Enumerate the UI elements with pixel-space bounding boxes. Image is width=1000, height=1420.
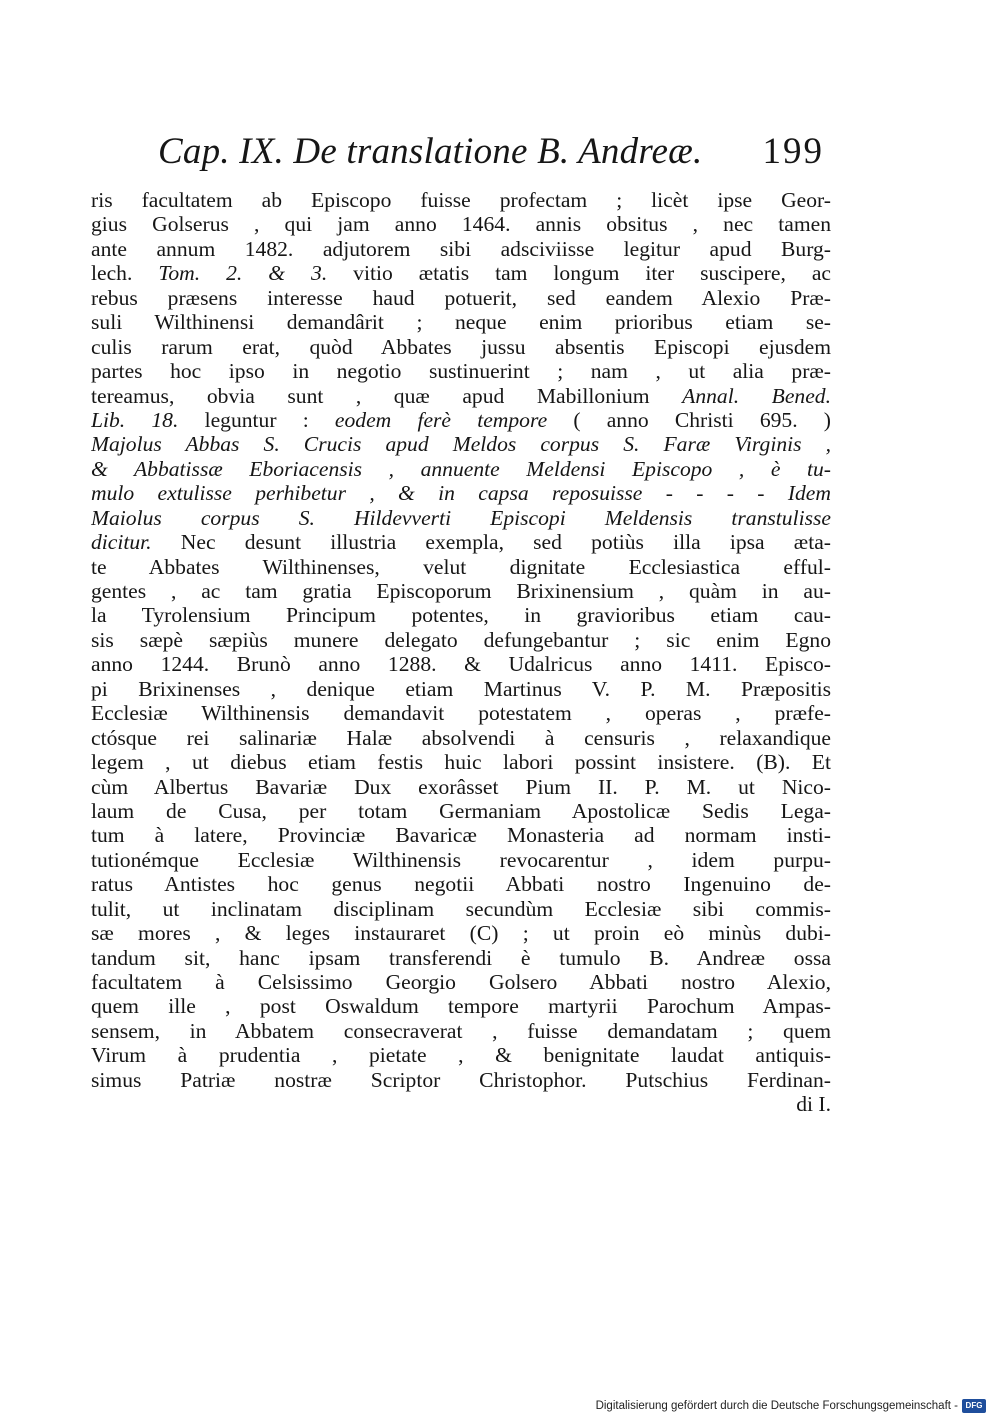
text-segment: Virum à prudentia , pietate , & benignitate laudat antiquis- — [91, 1043, 831, 1068]
text-line — [91, 408, 831, 432]
text-line — [91, 555, 831, 579]
text-segment: suli Wilthinensi demandârit ; neque enim prioribus etiam se- — [91, 310, 831, 335]
text-segment: legem , ut diebus etiam festis huic labori possint insistere. (B). Et — [91, 750, 831, 775]
text-segment: anno 1244. Brunò anno 1288. & Udalricus anno 1411. Episco- — [91, 652, 831, 677]
text-segment: sensem, in Abbatem consecraverat , fuisse demandatam ; quem — [91, 1018, 831, 1043]
text-line — [91, 872, 831, 896]
text-line — [91, 750, 831, 774]
text-segment: ratus Antistes hoc genus negotii Abbati nostro Ingenuino de- — [91, 872, 831, 897]
text-segment: laum de Cusa, per totam Germaniam Apostolicæ Sedis Lega- — [91, 798, 831, 823]
italic-segment: Tom. 2. & 3. — [158, 261, 328, 286]
italic-segment: eodem ferè tempore — [334, 407, 548, 432]
text-line — [91, 652, 831, 676]
text-segment: tutionémque Ecclesiæ Wilthinensis revocarentur , idem purpu- — [91, 847, 831, 872]
text-segment: ante annum 1482. adjutorem sibi adsciviisse legitur apud Burg- — [91, 236, 831, 261]
text-line — [91, 384, 831, 408]
text-line — [91, 1019, 831, 1043]
running-head — [158, 130, 824, 182]
digitization-credit — [596, 1396, 986, 1416]
page-number: 199 — [762, 131, 824, 172]
text-line — [91, 212, 831, 236]
text-line — [91, 310, 831, 334]
text-segment: partes hoc ipso in negotio sustinuerint ; nam , ut alia præ- — [91, 359, 831, 384]
text-line — [91, 530, 831, 554]
text-segment: vitio ætatis tam longum iter suscipere, ac — [327, 261, 831, 286]
text-segment: Nec desunt illustria exempla, sed potiùs illa ipsa æta- — [151, 530, 831, 555]
text-segment: ( anno Christi 695. ) — [547, 407, 831, 432]
text-segment: rebus præsens interesse haud potuerit, sed eandem Alexio Præ- — [91, 285, 831, 310]
text-segment: cùm Albertus Bavariæ Dux exorâsset Pium II. P. M. ut Nico- — [91, 774, 831, 799]
text-line — [91, 726, 831, 750]
text-line — [91, 481, 831, 505]
text-segment: leguntur : — [178, 407, 335, 432]
text-segment: ris facultatem ab Episcopo fuisse profectam ; licèt ipse Geor- — [91, 188, 831, 212]
text-line — [91, 701, 831, 725]
italic-segment: Lib. 18. — [91, 407, 179, 432]
text-segment: tandum sit, hanc ipsam transferendi è tumulo B. Andreæ ossa — [91, 945, 831, 970]
text-line — [91, 286, 831, 310]
italic-segment: Annal. Bened. — [682, 383, 831, 408]
text-segment: gius Golserus , qui jam anno 1464. annis obsitus , nec tamen — [91, 212, 831, 237]
text-line — [91, 335, 831, 359]
running-title: Cap. IX. De translatione B. Andreæ. — [158, 131, 703, 172]
italic-segment: dicitur. — [91, 530, 152, 555]
text-segment: tum à latere, Provinciæ Bavaricæ Monasteria ad normam insti- — [91, 823, 831, 848]
text-segment: facultatem à Celsissimo Georgio Golsero Abbati nostro Alexio, — [91, 970, 831, 994]
credit-text: Digitalisierung gefördert durch die Deutsche Forschungsgemeinschaft - — [595, 1400, 958, 1412]
text-line — [91, 579, 831, 603]
text-line — [91, 921, 831, 945]
text-segment: tulit, ut inclinatam disciplinam secundùm Ecclesiæ sibi commis- — [91, 896, 831, 921]
text-segment: simus Patriæ nostræ Scriptor Christophor. Putschius Ferdinan- — [91, 1067, 831, 1092]
text-line — [91, 261, 831, 285]
text-line — [91, 994, 831, 1018]
text-line — [91, 457, 831, 481]
text-segment: tereamus, obvia sunt , quæ apud Mabillonium — [91, 383, 683, 408]
text-line — [91, 237, 831, 261]
catchword: di I. — [796, 1092, 831, 1117]
text-line — [91, 359, 831, 383]
text-line — [91, 603, 831, 627]
text-segment: sæ mores , & leges instauraret (C) ; ut proin eò minùs dubi- — [91, 921, 831, 946]
text-segment: culis rarum erat, quòd Abbates jussu absentis Episcopi ejusdem — [91, 334, 831, 359]
text-line — [91, 432, 831, 456]
text-segment: quem ille , post Oswaldum tempore martyrii Parochum Ampas- — [91, 994, 831, 1019]
italic-segment: & Abbatissæ Eboriacensis , annuente Meldensi Episcopo , è tu- — [91, 456, 831, 481]
text-line — [91, 848, 831, 872]
text-line — [91, 628, 831, 652]
text-segment: ctósque rei salinariæ Halæ absolvendi à censuris , relaxandique — [91, 725, 831, 750]
text-line — [91, 897, 831, 921]
italic-segment: Maiolus corpus S. Hildevverti Episcopi Meldensis transtulisse — [91, 505, 831, 530]
text-segment: pi Brixinenses , denique etiam Martinus V. P. M. Præpositis — [91, 676, 831, 701]
body-text — [91, 188, 831, 1117]
italic-segment: Majolus Abbas S. Crucis apud Meldos corpus S. Faræ Virginis , — [91, 432, 831, 457]
text-segment: gentes , ac tam gratia Episcoporum Brixinensium , quàm in au- — [91, 579, 831, 603]
text-line — [91, 1068, 831, 1092]
text-segment: sis sæpè sæpiùs munere delegato defungebantur ; sic enim Egno — [91, 627, 831, 652]
text-segment: la Tyrolensium Principum potentes, in gravioribus etiam cau- — [91, 603, 831, 628]
italic-segment: mulo extulisse perhibetur , & in capsa reposuisse - - - - Idem — [91, 481, 831, 506]
text-segment: lech. — [91, 261, 159, 286]
text-line — [91, 823, 831, 847]
text-segment: te Abbates Wilthinenses, velut dignitate Ecclesiastica efful- — [91, 554, 831, 579]
text-line — [91, 677, 831, 701]
text-line — [91, 506, 831, 530]
dfg-logo-icon: DFG — [962, 1399, 986, 1413]
text-line — [91, 188, 831, 212]
text-line — [91, 946, 831, 970]
text-segment: Ecclesiæ Wilthinensis demandavit potestatem , operas , præfe- — [91, 701, 831, 726]
text-line — [91, 799, 831, 823]
text-line — [91, 775, 831, 799]
text-line — [91, 970, 831, 994]
text-line — [91, 1043, 831, 1067]
